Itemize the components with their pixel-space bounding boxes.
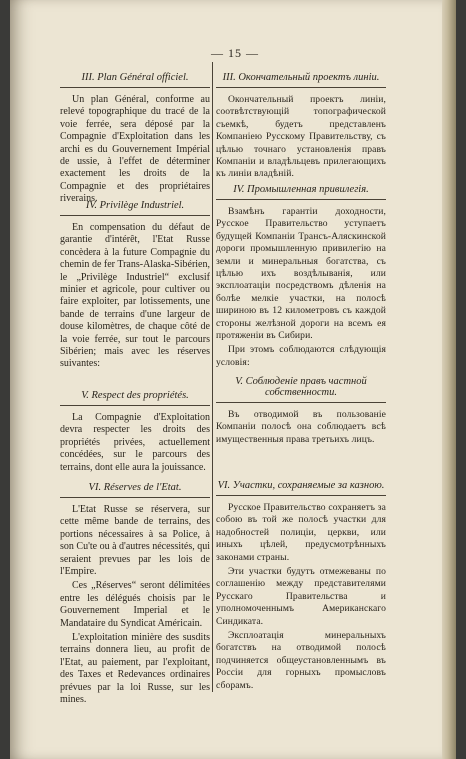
ru-heading-3: III. Окончательный проектъ линіи.: [216, 72, 386, 88]
ru-heading-4: IV. Промышленная привилегія.: [216, 184, 386, 200]
column-divider: [212, 62, 213, 692]
book-page: [10, 0, 456, 759]
fr-section-5: [60, 390, 210, 476]
fr-paragraph: La Compagnie d'Exploitation devra respecter les droits des propriétés privées, actuellement concédées, sur le parcours des terrains, dont elle aura la jouissance.: [60, 412, 210, 473]
fr-section-6: [60, 482, 210, 709]
ru-paragraph: Эти участки будутъ отмежеваны по соглашенію между представителями Русскаго Правительства и уполномоченнымъ Американскаго Синдиката.: [216, 566, 386, 627]
ru-section-3: [216, 72, 386, 183]
ru-section-5: [216, 376, 386, 448]
ru-paragraph: Окончательный проектъ линіи, соотвѣтствующій топографической съемкѣ, будетъ представленъ Компанiею Русскому Правительству, съ цѣлью точнаго установленія правъ Компаніи и владѣльцевъ прилегающихъ къ линіи владѣній.: [216, 94, 386, 180]
fr-paragraph: Un plan Général, conforme au relevé topographique du tracé de la voie ferrée, sera déposé par la Compagnie d'Exploitation dans les archi es du Gouvernement Impérial de ussie, à l'effet de déterminer exactement les droits de la Compagnie et des propriétaires riverains.: [60, 94, 210, 205]
ru-paragraph: Эксплоатація минеральныхъ богатствъ на отводимой полосѣ подчиняется общеустановленнымъ въ Россіи для горныхъ промысловъ сборамъ.: [216, 630, 386, 691]
fr-heading-4: IV. Privilège Industriel.: [60, 200, 210, 216]
ru-paragraph: Въ отводимой въ пользованіе Компаніи полосѣ она соблюдаетъ всѣ имущественныя права третьихъ лицъ.: [216, 409, 386, 445]
page-number: — 15 —: [211, 46, 259, 60]
fr-paragraph: Ces „Réserves“ seront délimitées entre les délégués choisis par le Gouvernement Imperial et le Mandataire du Syndicat Américain.: [60, 580, 210, 629]
fr-section-3: [60, 72, 210, 208]
fr-paragraph: En compensation du défaut de garantie d'intérêt, l'Etat Russe concèdera à la future Compagnie du chemin de fer Trans-Alaska-Sibérien, le „Privilège Industriel“ exclusif minier et agricole, pour cultiver ou faire exploiter, par lotissements, une bande de terrains d'une largeur de douse kilomètres, de chaque côté de la voie ferrée, sur tout le parcours Sibérien; mais avec les réserves suivantes:: [60, 222, 210, 370]
ru-heading-6: VI. Участки, сохраняемые за казною.: [216, 480, 386, 496]
fr-paragraph: L'Etat Russe se réservera, sur cette même bande de terrains, des portions nécessaires à sa Police, à son Cu'te ou à d'autres nécessités, qui seraient prevues par les lois de l'Empire.: [60, 504, 210, 578]
ru-section-4: [216, 184, 386, 371]
fr-section-4: [60, 200, 210, 373]
fr-heading-3: III. Plan Général officiel.: [60, 72, 210, 88]
ru-heading-5: V. Соблюденіе правъ частной собственности.: [216, 376, 386, 403]
ru-section-6: [216, 480, 386, 694]
page-edge: [442, 0, 456, 759]
fr-heading-5: V. Respect des propriétés.: [60, 390, 210, 406]
fr-heading-6: VI. Réserves de l'Etat.: [60, 482, 210, 498]
ru-paragraph: Взамѣнъ гарантіи доходности, Русское Правительство уступаетъ будущей Компаніи Трансъ-Аляскинской дороги промышленную привилегію на земли и минеральныя богатства, съ цѣлью ихъ воздѣлыванія, или эксплоатаціи посредствомъ дѣленія на болѣе мелкіе участки, на полосѣ шириною въ 12 километровъ съ каждой стороны желѣзной дороги на всемъ ея протяженіи въ Сибири.: [216, 206, 386, 342]
ru-paragraph: Русское Правительство сохраняетъ за собою въ той же полосѣ участки для надобностей полиціи, церкви, или иныхъ цѣлей, предусмотрѣнныхъ законами страны.: [216, 502, 386, 563]
fr-paragraph: L'exploitation minière des susdits terrains donnera lieu, au profit de l'Etat, au paiement, par l'exploitant, des Taxes et Redevances ordinaires prévues par la loi Russe, sur les mines.: [60, 632, 210, 706]
ru-paragraph: При этомъ соблюдаются слѣдующія условія:: [216, 344, 386, 368]
